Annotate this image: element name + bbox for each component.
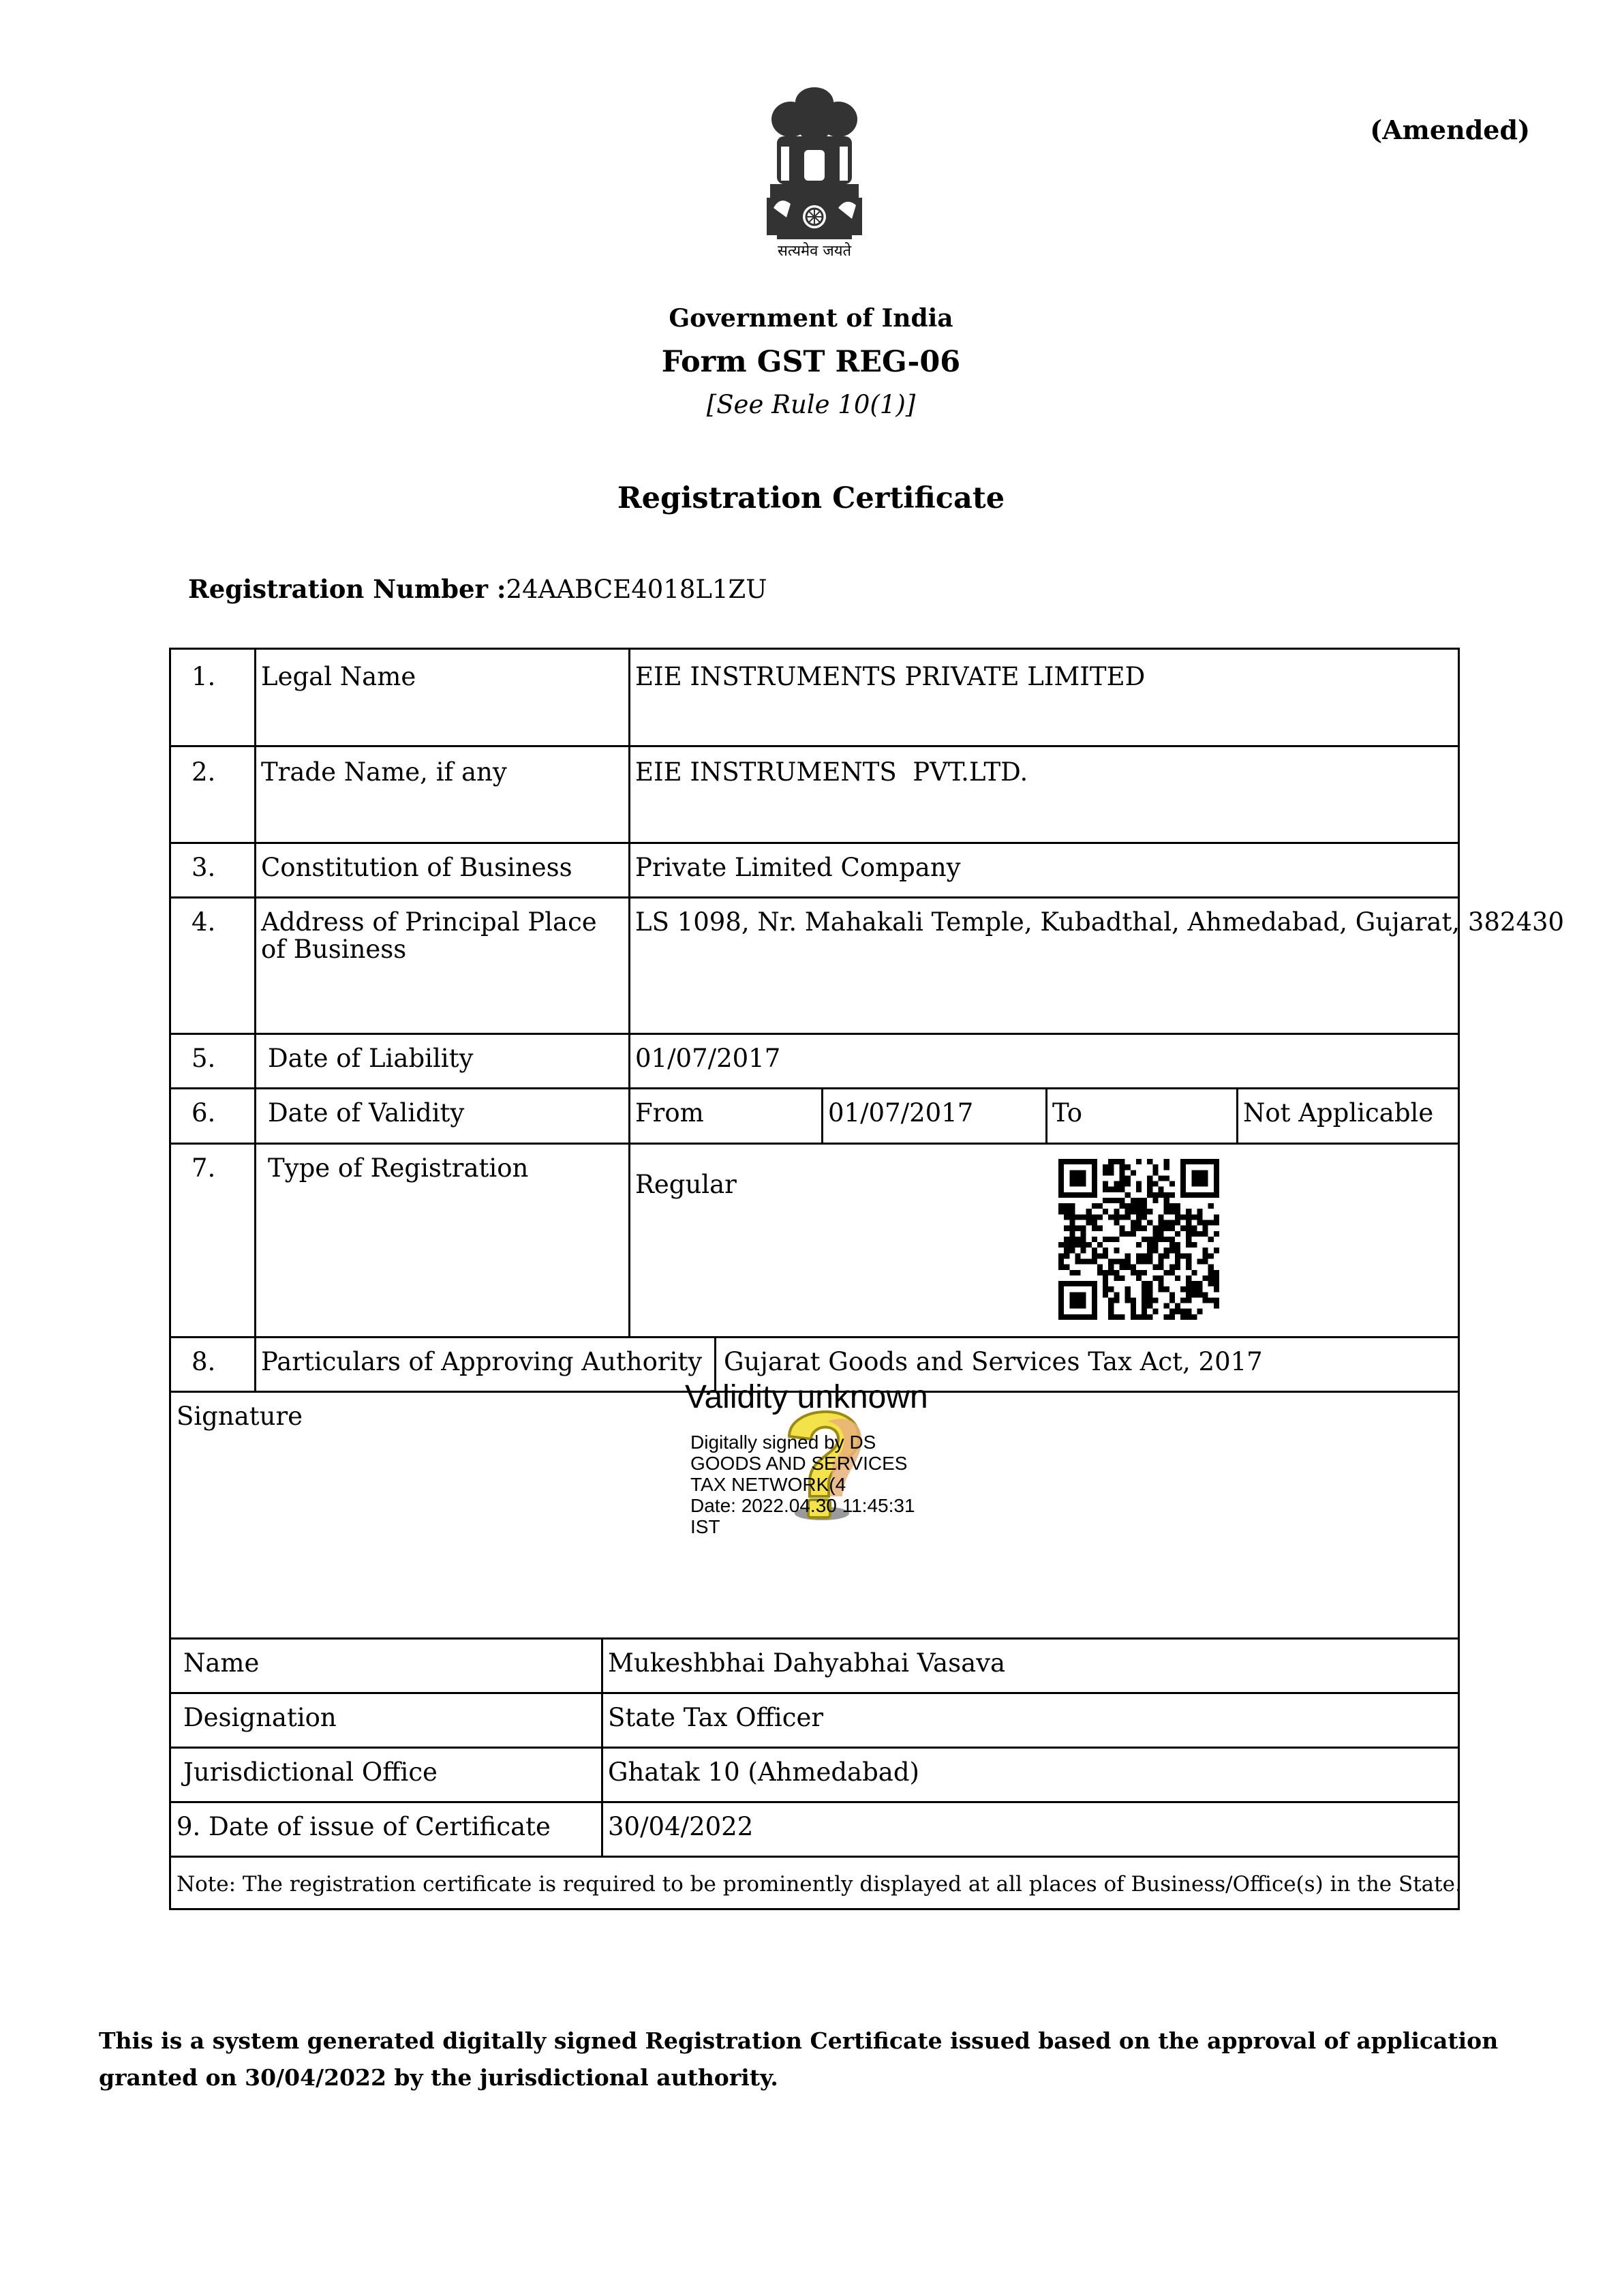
row-8-number: 8. <box>192 1347 216 1376</box>
trade-name-value: EIE INSTRUMENTS PVT.LTD. <box>635 757 1028 787</box>
constitution-label: Constitution of Business <box>261 853 572 882</box>
validity-to-value: Not Applicable <box>1243 1098 1434 1128</box>
issue-date-value: 30/04/2022 <box>608 1812 754 1841</box>
registration-number-value: 24AABCE4018L1ZU <box>506 575 767 604</box>
officer-name-label: Name <box>183 1648 260 1678</box>
validity-to-label: To <box>1052 1098 1083 1128</box>
ashoka-emblem-icon <box>756 82 872 266</box>
row-5-number: 5. <box>192 1044 216 1073</box>
issue-date-label: 9. Date of issue of Certificate <box>177 1812 551 1841</box>
qr-code-icon <box>1058 1159 1219 1320</box>
validity-from-label: From <box>635 1098 704 1128</box>
row-3-number: 3. <box>192 853 216 882</box>
digital-signature-text: Digitally signed by DS GOODS AND SERVICES TAX NETWORK(4 Date: 2022.04.30 11:45:31 IST <box>690 1432 915 1537</box>
row-1-number: 1. <box>192 662 216 691</box>
liability-date-label: Date of Liability <box>268 1044 474 1073</box>
constitution-value: Private Limited Company <box>635 853 961 882</box>
signature-validity-status: Validity unknown <box>685 1379 928 1415</box>
registration-number-label: Registration Number : <box>188 574 506 604</box>
certificate-title: Registration Certificate <box>617 481 1005 515</box>
jurisdictional-office-value: Ghatak 10 (Ahmedabad) <box>608 1757 919 1787</box>
amended-label: (Amended) <box>1370 115 1530 145</box>
row-4-number: 4. <box>192 907 216 937</box>
designation-value: State Tax Officer <box>608 1703 824 1732</box>
trade-name-label: Trade Name, if any <box>261 757 507 787</box>
designation-label: Designation <box>183 1703 337 1732</box>
row-2-number: 2. <box>192 757 216 787</box>
registration-type-label: Type of Registration <box>268 1153 529 1183</box>
registration-number <box>188 574 767 604</box>
form-title: Form GST REG-06 <box>661 345 961 379</box>
approving-authority-label: Particulars of Approving Authority <box>261 1347 703 1376</box>
row-7-number: 7. <box>192 1153 216 1183</box>
legal-name-value: EIE INSTRUMENTS PRIVATE LIMITED <box>635 662 1146 691</box>
rule-reference: [See Rule 10(1)] <box>706 390 916 419</box>
validity-from-value: 01/07/2017 <box>828 1098 974 1128</box>
jurisdictional-office-label: Jurisdictional Office <box>183 1757 438 1787</box>
address-value: LS 1098, Nr. Mahakali Temple, Kubadthal, Ahmedabad, Gujarat, 382430 <box>635 907 1565 937</box>
legal-name-label: Legal Name <box>261 662 416 691</box>
liability-date-value: 01/07/2017 <box>635 1044 781 1073</box>
validity-date-label: Date of Validity <box>268 1098 465 1128</box>
registration-type-value: Regular <box>635 1170 737 1199</box>
approving-authority-value: Gujarat Goods and Services Tax Act, 2017 <box>724 1347 1263 1376</box>
signature-label: Signature <box>177 1402 303 1431</box>
government-title: Government of India <box>669 304 953 333</box>
footer-statement: This is a system generated digitally signed Registration Certificate issued based on the approval of application granted on 30/04/2022 by the jurisdictional authority. <box>99 2027 1499 2091</box>
display-note: Note: The registration certificate is required to be prominently displayed at all places of Business/Office(s) in the State. <box>177 1872 1462 1897</box>
emblem-motto: सत्यमेव जयते <box>777 243 852 260</box>
row-6-number: 6. <box>192 1098 216 1128</box>
officer-name-value: Mukeshbhai Dahyabhai Vasava <box>608 1648 1006 1678</box>
address-label: Address of Principal Place of Business <box>261 907 597 964</box>
registration-table <box>169 648 1565 1910</box>
